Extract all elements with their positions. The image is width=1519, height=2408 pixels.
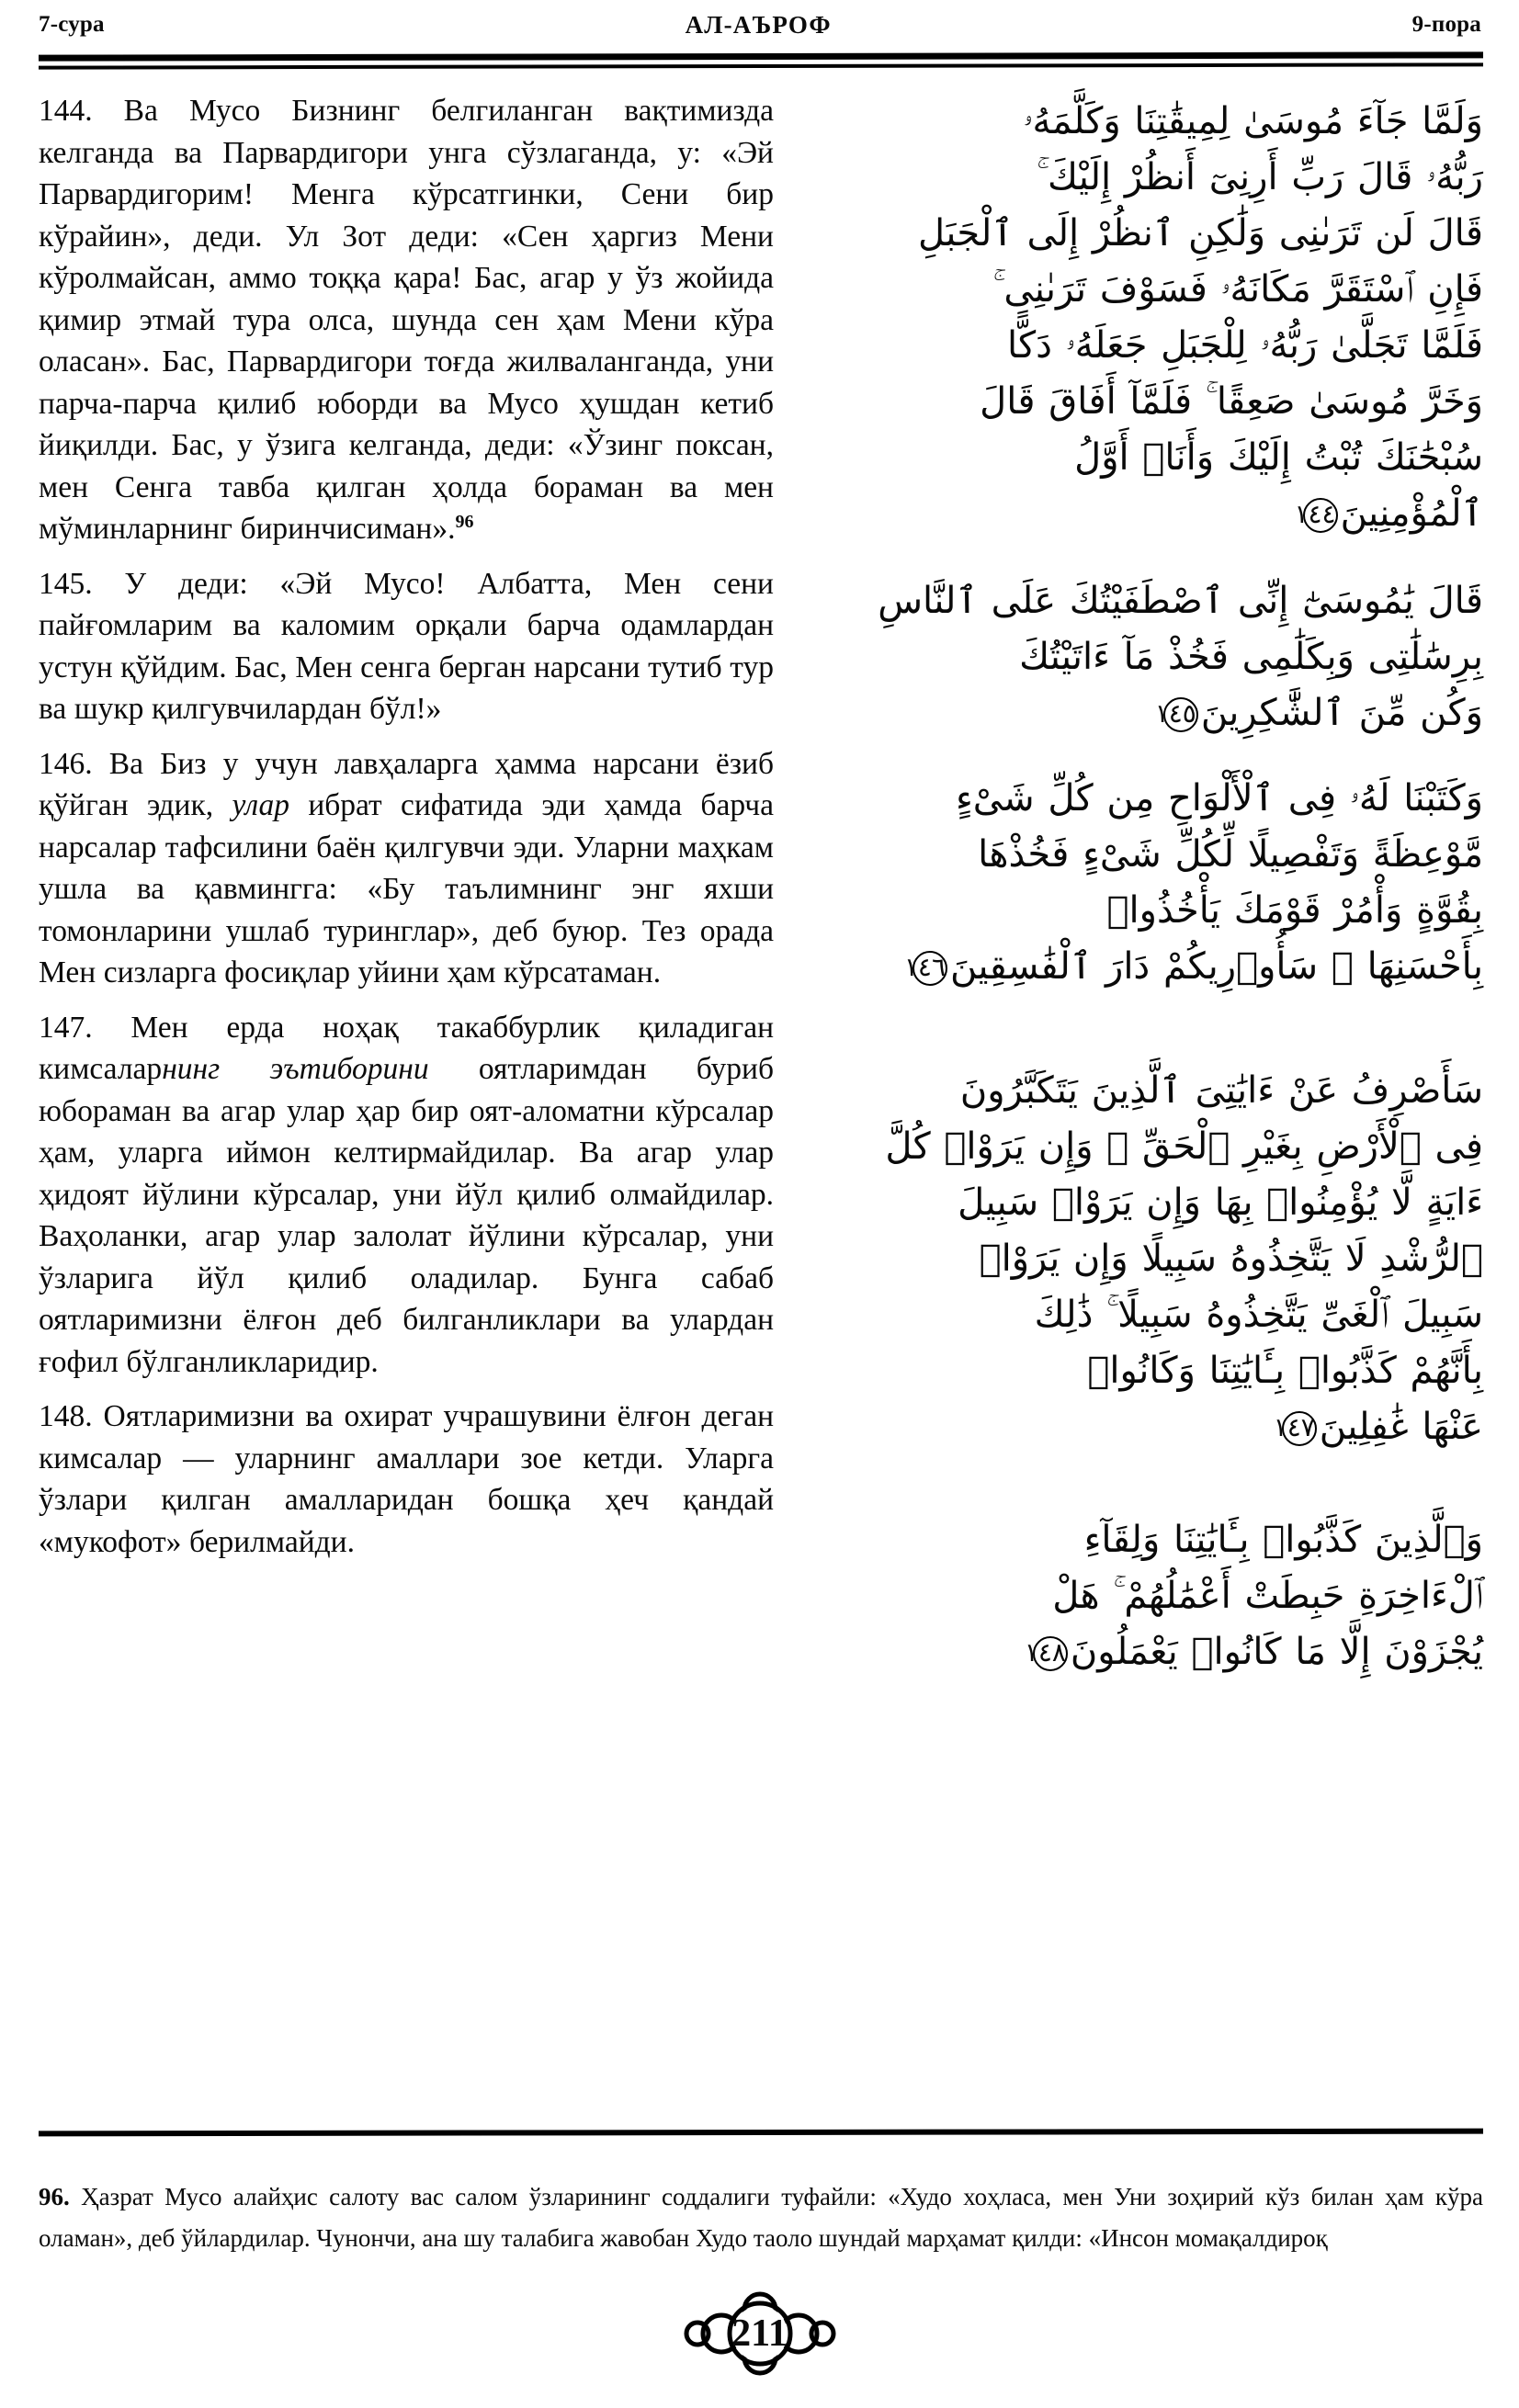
verse-text: Ва Мусо Бизнинг белгиланган вақтимизда келганда ва Парвардигори унга сўзлаганда, у: «Эй Парвардигорим! Менга кўрсатгинки, Сени бир кўрайин», деди. Ул Зот деди: «Сен ҳаргиз Мени кўролмайсан, аммо тоққа қара! Бас, агар у ўз жойида қимир этмай тура олса, шунда сен ҳам Мени кўра оласан». Бас, Парвардигори тоғда жилваланганда, уни парча-парча қилиб юборди ва Мусо ҳушдан кетиб йиқилди. Бас, у ўзига келганда, деди: «Ўзинг поксан, мен Сенга тавба қилган ҳолда бораман ва мен мўминларнинг биринчисиман». — [39, 94, 774, 546]
ayah-line: فَإِنِ ٱسْتَقَرَّ مَكَانَهُۥ فَسَوْفَ تَرَىٰنِى ۚ — [992, 268, 1483, 311]
ayah-last-words: وَكُن مِّنَ ٱلشَّٰكِرِينَ — [1200, 692, 1483, 734]
verse-text: Мен ерда ноҳақ такаббурлик қиладиган кимсалар — [39, 1010, 774, 1086]
ayah-line: بِقُوَّةٍ وَأْمُرْ قَوْمَكَ يَأْخُذُوا۟ — [1106, 889, 1483, 932]
ayah-last-words: يُجْزَوْنَ إِلَّا مَا كَانُوا۟ يَعْمَلُونَ — [1070, 1631, 1483, 1673]
ayah-line-final — [816, 486, 1483, 542]
footnote-rule-line — [39, 2129, 1483, 2137]
verse-text: Ва Биз у учун лавҳаларга ҳамма нарсани ёзиб қўйган эдик, — [39, 746, 774, 822]
ayah-line: رَبُّهُۥ قَالَ رَبِّ أَرِنِىٓ أَنظُرْ إِلَيْكَ ۚ — [1037, 156, 1483, 198]
arabic-column — [816, 90, 1483, 1680]
verse-text-tail: оятларимдан буриб юбораман ва агар улар ҳар бир оят-аломатни кўрсалар ҳам, уларга иймон келтирмайдилар. Ва агар улар ҳидоят йўлини кўрсалар, уни йўл қилиб олмайдилар. Ваҳоланки, агар улар залолат йўлини кўрсалар, уни ўзларига йўл қилиб оладилар. Бунга сабаб оятларимизни ёлғон деб билганликлари ва улардан ғофил бўлганликларидир. — [39, 1052, 774, 1379]
ayah-block — [816, 1063, 1483, 1455]
ayah-line: قَالَ لَن تَرَىٰنِى وَلَٰكِنِ ٱنظُرْ إِلَى ٱلْجَبَلِ — [918, 212, 1483, 254]
footnote-number: 96. — [39, 2183, 70, 2210]
ayah-line: سَأَصْرِفُ عَنْ ءَايَٰتِىَ ٱلَّذِينَ يَتَكَبَّرُونَ — [959, 1069, 1483, 1112]
ayah-block — [816, 1512, 1483, 1680]
running-head-sura: 7-сура — [39, 12, 105, 37]
ayah-line: وَٱلَّذِينَ كَذَّبُوا۟ بِـَٔايَٰتِنَا وَلِقَآءِ — [1083, 1519, 1483, 1561]
ayah-number-marker: ١٤٥ — [1163, 697, 1198, 732]
ayah-line-final — [816, 1624, 1483, 1680]
ayah-line-final — [816, 685, 1483, 741]
page-number: 211 — [731, 2312, 788, 2355]
verse-number: 144. — [39, 94, 93, 128]
verse-number: 146. — [39, 746, 93, 781]
footnote-marker[interactable]: 96 — [455, 511, 474, 532]
verse-text: У деди: «Эй Мусо! Албатта, Мен сени пайғомларим ва каломим орқали барча одамлардан устун қўйдим. Бас, Мен сенга берган нарсани тутиб тур ва шукр қилгувчилардан бўл!» — [39, 566, 774, 726]
header-rule — [39, 53, 1483, 68]
folio-ornament — [650, 2289, 870, 2378]
body-columns — [39, 90, 1483, 2056]
verse-paragraph — [39, 90, 774, 550]
translation-column — [39, 90, 774, 1563]
ayah-line: بِرِسَٰلَٰتِى وَبِكَلَٰمِى فَخُذْ مَآ ءَاتَيْتُكَ — [1019, 636, 1483, 678]
verse-paragraph — [39, 1007, 774, 1384]
ayah-line: بِأَنَّهُمْ كَذَّبُوا۟ بِـَٔايَٰتِنَا وَكَانُوا۟ — [1087, 1350, 1483, 1392]
ayah-line: وَخَرَّ مُوسَىٰ صَعِقًا ۚ فَلَمَّآ أَفَاقَ قَالَ — [980, 380, 1483, 423]
ayah-block — [816, 573, 1483, 741]
ayah-number-marker: ١٤٤ — [1303, 498, 1338, 533]
verse-text-italic: нинг эътиборини — [162, 1052, 429, 1086]
folio — [0, 2289, 1519, 2378]
verse-number: 145. — [39, 566, 93, 601]
ayah-line: قَالَ يَٰمُوسَىٰٓ إِنِّى ٱصْطَفَيْتُكَ عَلَى ٱلنَّاسِ — [878, 580, 1483, 622]
ayah-line: سَبِيلَ ٱلْغَىِّ يَتَّخِذُوهُ سَبِيلًا ۚ ذَٰلِكَ — [1034, 1294, 1483, 1336]
ayah-last-words: ٱلْمُؤْمِنِينَ — [1340, 492, 1483, 535]
running-head-sura-name: АЛ-АЪРОФ — [685, 11, 832, 39]
ayah-line: فَلَمَّا تَجَلَّىٰ رَبُّهُۥ لِلْجَبَلِ جَعَلَهُۥ دَكًّا — [1006, 324, 1483, 367]
ayah-number-marker: ١٤٦ — [913, 951, 947, 986]
ayah-number-marker: ١٤٨ — [1033, 1636, 1068, 1671]
ayah-line: ءَايَةٍ لَّا يُؤْمِنُوا۟ بِهَا وَإِن يَرَوْا۟ سَبِيلَ — [958, 1181, 1483, 1224]
verse-paragraph — [39, 563, 774, 730]
ayah-block — [816, 94, 1483, 542]
ayah-line: ٱلرُّشْدِ لَا يَتَّخِذُوهُ سَبِيلًا وَإِن يَرَوْا۟ — [979, 1238, 1483, 1280]
ayah-last-words: عَنْهَا غَٰفِلِينَ — [1319, 1406, 1483, 1448]
ayah-block — [816, 771, 1483, 995]
verse-number: 148. — [39, 1399, 93, 1433]
verse-text: Оятларимизни ва охират учрашувини ёлғон деган кимсалар — уларнинг амаллари зое кетди. Уларга ўзлари қилган амалларидан бошқа ҳеч қандай «мукофот» берилмайди. — [39, 1399, 774, 1559]
ayah-line: فِى ٱلْأَرْضِ بِغَيْرِ ٱلْحَقِّ ۚ وَإِن يَرَوْا۟ كُلَّ — [885, 1125, 1483, 1168]
ayah-last-words: بِأَحْسَنِهَا ۚ سَأُو۟رِيكُمْ دَارَ ٱلْفَٰسِقِينَ — [949, 945, 1483, 988]
footnote-separator — [39, 2130, 1483, 2135]
ayah-line-final — [816, 939, 1483, 995]
verse-text-italic: улар — [232, 788, 289, 822]
verse-text-tail: ибрат сифатида эди ҳамда барча нарсалар тафсилини баён қилгувчи эди. Уларни маҳкам ушла ва қавмингга: «Бу таълимнинг энг яхши томонларини ушлаб туринглар», деб буюр. Тез орада Мен сизларга фосиқлар уйини ҳам кўрсатаман. — [39, 788, 774, 989]
footnote-body: Ҳазрат Мусо алайҳис салоту вас салом ўзларининг соддалиги туфайли: «Худо хоҳласа, мен Уни зоҳирий кўз билан ҳам кўра оламан», деб ўйлардилар. Чунончи, ана шу талабига жавобан Худо таоло шундай марҳамат қилди: «Инсон момақалдироқ — [39, 2183, 1483, 2252]
ayah-line-final — [816, 1399, 1483, 1455]
footnote-text — [39, 2176, 1483, 2259]
ayah-number-marker: ١٤٧ — [1282, 1411, 1317, 1446]
ayah-line: وَلَمَّا جَآءَ مُوسَىٰ لِمِيقَٰتِنَا وَكَلَّمَهُۥ — [1023, 100, 1483, 142]
verse-paragraph — [39, 1396, 774, 1563]
verse-number: 147. — [39, 1010, 93, 1045]
ayah-line: وَكَتَبْنَا لَهُۥ فِى ٱلْأَلْوَاحِ مِن كُلِّ شَىْءٍ — [955, 777, 1483, 820]
verse-paragraph — [39, 743, 774, 994]
ayah-line: مَّوْعِظَةً وَتَفْصِيلًا لِّكُلِّ شَىْءٍ فَخُذْهَا — [978, 833, 1483, 876]
ayah-line: ٱلْءَاخِرَةِ حَبِطَتْ أَعْمَٰلُهُمْ ۚ هَلْ — [1052, 1575, 1483, 1617]
running-head-juz: 9-пора — [1411, 12, 1481, 37]
ayah-line: سُبْحَٰنَكَ تُبْتُ إِلَيْكَ وَأَنَا۠ أَوَّلُ — [1074, 436, 1483, 479]
